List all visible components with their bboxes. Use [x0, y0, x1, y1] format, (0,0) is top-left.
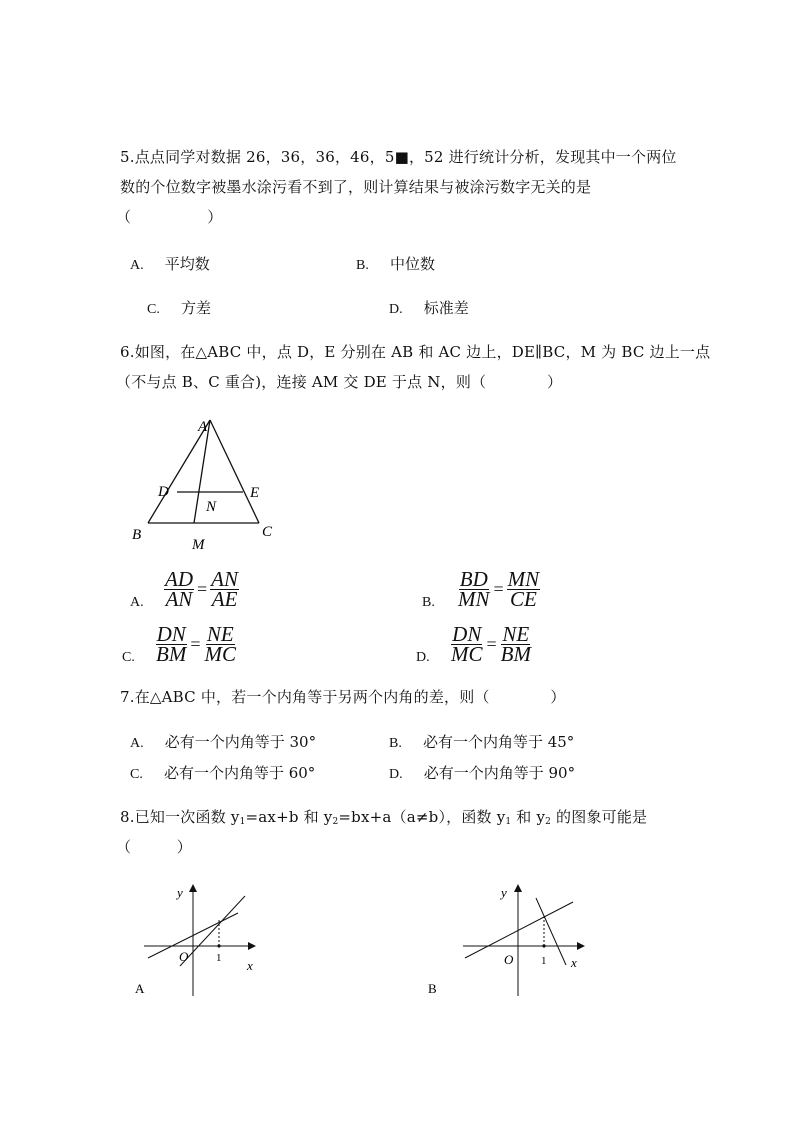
graph-b	[423, 878, 593, 1000]
option-text: 必有一个内角等于 45°	[422, 733, 575, 751]
option-text: 标准差	[423, 299, 469, 317]
q7-option-a[interactable]	[130, 731, 316, 752]
q6-option-d-formula	[450, 622, 532, 666]
option-text: 必有一个内角等于 90°	[423, 764, 576, 782]
label-n: N	[206, 499, 217, 515]
equals-sign: =	[190, 634, 201, 654]
q8-blank: （ ）	[116, 838, 193, 856]
equals-sign: =	[493, 579, 504, 599]
graph-b-name: B	[428, 981, 437, 996]
subscript: 1	[239, 817, 246, 827]
label-c: C	[262, 524, 273, 540]
q7-line1: 7.在△ABC 中，若一个内角等于另两个内角的差，则（ ）	[120, 688, 566, 706]
fraction-numerator: MN	[507, 567, 540, 591]
label-one: 1	[216, 952, 222, 964]
fraction-denominator: BM	[500, 642, 531, 666]
label-origin: O	[179, 949, 189, 964]
q6-option-a-letter[interactable]: A.	[130, 595, 144, 610]
option-letter: C.	[147, 302, 160, 317]
q8-text-part: 和 y	[511, 808, 546, 826]
q6-option-a-formula	[164, 567, 239, 611]
subscript: 2	[332, 817, 339, 827]
equals-sign: =	[197, 579, 208, 599]
fraction-numerator: AD	[165, 567, 193, 591]
subscript: 1	[505, 817, 512, 827]
q5-option-c[interactable]	[147, 297, 211, 318]
fraction-numerator: DN	[156, 622, 186, 646]
q8-text-part: =bx+a（a≠b），函数 y	[338, 808, 506, 826]
label-b: B	[132, 527, 142, 543]
fraction-numerator: AN	[211, 567, 238, 591]
label-origin: O	[504, 952, 514, 967]
label-m: M	[192, 537, 205, 553]
fraction-numerator: NE	[502, 622, 530, 646]
q6-option-c-formula	[155, 622, 237, 666]
tick-point	[542, 944, 545, 947]
subscript: 2	[545, 817, 552, 827]
graph-a	[130, 878, 270, 1000]
label-e: E	[250, 485, 260, 501]
option-letter: B.	[389, 736, 402, 751]
q5-line2: 数的个位数字被墨水涂污看不到了，则计算结果与被涂污数字无关的是	[120, 178, 592, 196]
label-one: 1	[541, 955, 547, 967]
fraction-numerator: BD	[459, 567, 488, 591]
graph-a-name: A	[135, 981, 145, 996]
fraction-denominator: MC	[204, 642, 236, 666]
q5-line1: 5.点点同学对数据 26，36，36，46，5■，52 进行统计分析，发现其中一个两位	[120, 148, 677, 166]
side-ab	[148, 420, 210, 523]
q5-blank: （ ）	[116, 208, 223, 226]
label-y: y	[501, 885, 507, 900]
label-x: x	[247, 958, 253, 973]
fraction-denominator: MN	[458, 587, 490, 611]
option-letter: D.	[389, 767, 403, 782]
side-ac	[210, 420, 259, 523]
fraction-denominator: MC	[451, 642, 483, 666]
option-letter: D.	[389, 302, 403, 317]
option-letter: C.	[130, 767, 143, 782]
option-letter: A.	[130, 736, 144, 751]
q8-line1	[120, 806, 647, 833]
q7-option-b[interactable]	[389, 731, 574, 752]
line-y2	[180, 896, 245, 966]
option-letter: A.	[130, 258, 144, 273]
label-y: y	[177, 885, 183, 900]
q8-text-part: 8.已知一次函数 y	[120, 808, 240, 826]
line-y1	[465, 902, 573, 958]
option-text: 方差	[180, 299, 211, 317]
q6-line1: 6.如图，在△ABC 中，点 D，E 分别在 AB 和 AC 边上，DE∥BC，M 为 BC 边上一点	[120, 343, 711, 361]
q6-option-b-formula	[457, 567, 540, 611]
q6-line2: （不与点 B、C 重合)，连接 AM 交 DE 于点 N，则（ ）	[116, 373, 563, 391]
option-letter: B.	[356, 258, 369, 273]
q7-option-c[interactable]	[130, 762, 315, 783]
q7-option-d[interactable]	[389, 762, 575, 783]
option-text: 必有一个内角等于 30°	[164, 733, 317, 751]
q8-text-part: 的图象可能是	[551, 808, 648, 826]
equals-sign: =	[486, 634, 497, 654]
q6-option-b-letter[interactable]: B.	[422, 595, 435, 610]
fraction-numerator: NE	[206, 622, 234, 646]
q5-option-a[interactable]	[130, 253, 210, 274]
q5-option-d[interactable]	[389, 297, 469, 318]
fraction-denominator: BM	[156, 642, 187, 666]
q6-option-c-letter[interactable]: C.	[122, 650, 135, 665]
fraction-denominator: CE	[509, 587, 537, 611]
q8-text-part: =ax+b 和 y	[245, 808, 333, 826]
label-a: A	[198, 419, 208, 435]
fraction-numerator: DN	[452, 622, 482, 646]
q5-option-b[interactable]	[356, 253, 435, 274]
option-text: 必有一个内角等于 60°	[163, 764, 316, 782]
fraction-denominator: AE	[211, 587, 238, 611]
label-d: D	[158, 484, 169, 500]
triangle-figure	[120, 410, 290, 555]
option-text: 中位数	[389, 255, 435, 273]
label-x: x	[571, 955, 577, 970]
fraction-denominator: AN	[165, 587, 193, 611]
tick-point	[217, 944, 220, 947]
q6-option-d-letter[interactable]: D.	[416, 650, 430, 665]
option-text: 平均数	[164, 255, 210, 273]
